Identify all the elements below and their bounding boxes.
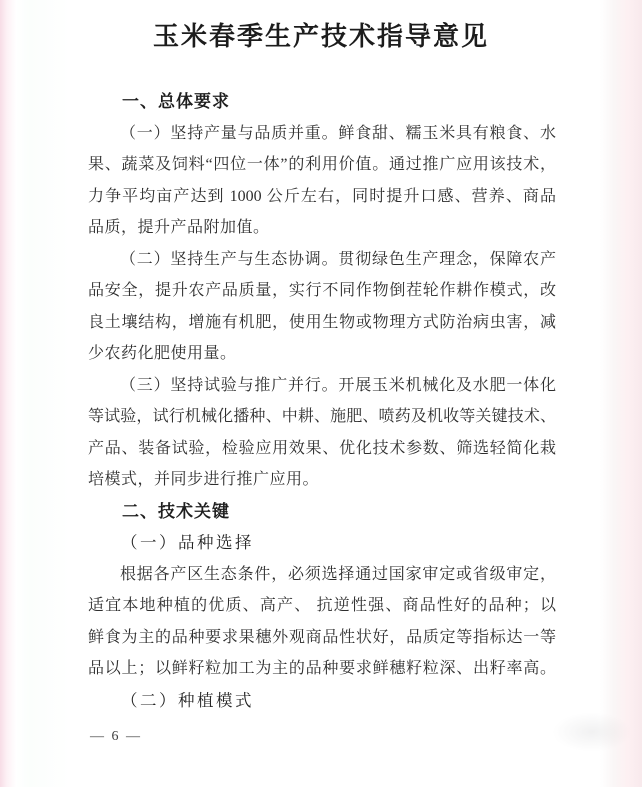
subheading-planting-mode: （二）种植模式 [121, 690, 254, 710]
text-line: 等试验，试行机械化播种、中耕、施肥、喷药及机收等关键技术、 [88, 408, 556, 425]
subheading-variety-selection: （一）品种选择 [121, 533, 254, 552]
text-line: 产品、装备试验，检验应用效果、优化技术参数、筛选轻简化栽 [88, 439, 556, 457]
text-line: 品质，提升产品附加值。 [88, 219, 270, 236]
document-title: 玉米春季生产技术指导意见 [152, 22, 489, 51]
text-line: 根据各产区生态条件，必须选择通过国家审定或省级审定， [120, 565, 556, 583]
section-heading-technical-keys: 二、技术关键 [122, 501, 230, 521]
text-line: 良土壤结构，增施有机肥，使用生物或物理方式防治病虫害，减 [88, 313, 556, 331]
text-line: 果、蔬菜及饲料“四位一体”的利用价值。通过推广应用该技术， [88, 156, 556, 173]
text-line: （二）坚持生产与生态协调。贯彻绿色生产理念，保障农产 [120, 250, 556, 268]
text-line: 品安全，提升农产品质量，实行不同作物倒茬轮作耕作模式，改 [88, 282, 556, 299]
text-line: 适宜本地种植的优质、高产、 抗逆性强、商品性好的品种；以 [88, 597, 556, 614]
text-line: 培模式，并同步进行推广应用。 [88, 471, 320, 488]
section-heading-overall-requirements: 一、总体要求 [122, 92, 230, 111]
text-line: （三）坚持试验与推广并行。开展玉米机械化及水肥一体化 [120, 376, 556, 394]
text-line: 力争平均亩产达到 1000 公斤左右，同时提升口感、营养、商品 [88, 187, 556, 205]
document-body [88, 86, 556, 716]
text-line: 品以上；以鲜籽粒加工为主的品种要求鲜穗籽粒深、出籽率高。 [88, 660, 556, 677]
text-line: 鲜食为主的品种要求果穗外观商品性状好，品质定等指标达一等 [88, 628, 556, 646]
text-line: （一）坚持产量与品质并重。鲜食甜、糯玉米具有粮食、水 [120, 124, 556, 142]
page-number: — 6 — [90, 729, 142, 744]
text-line: 少农药化肥使用量。 [88, 345, 237, 362]
